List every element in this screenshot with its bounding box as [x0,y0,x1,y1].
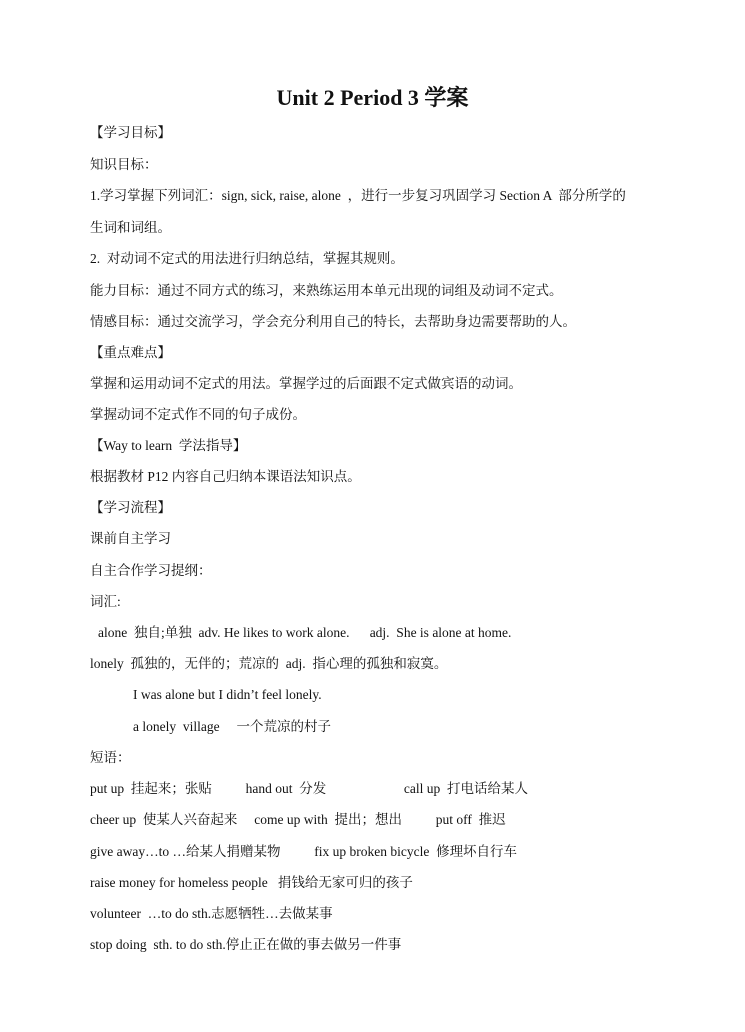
objective-item-1: 1.学习掌握下列词汇：sign, sick, raise, alone ，进行一步复习巩固学习 Section A 部分所学的 [90,188,626,203]
phrases-label: 短语： [90,750,131,765]
document-title: Unit 2 Period 3 学案 [276,85,469,110]
objective-item-1-cont: 生词和词组。 [90,220,171,235]
vocab-alone: alone 独自;单独 adv. He likes to work alone. adj. She is alone at home. [98,625,512,640]
phrase-row-2: cheer up 使某人兴奋起来 come up with 提出；想出 put off 推迟 [90,812,506,827]
vocabulary-label: 词汇: [90,594,121,609]
emotion-objective: 情感目标：通过交流学习，学会充分利用自己的特长，去帮助身边需要帮助的人。 [90,314,576,329]
phrase-row-3: give away…to …给某人捐赠某物 fix up broken bicycle 修理坏自行车 [90,844,518,859]
key-point-2: 掌握动词不定式作不同的句子成份。 [90,407,306,422]
study-outline: 自主合作学习提纲： [90,563,212,578]
phrase-row-1: put up 挂起来；张贴 hand out 分发 call up 打电话给某人 [90,781,528,796]
section-heading-objectives: 【学习目标】 [90,125,171,140]
ability-objective: 能力目标：通过不同方式的练习，来熟练运用本单元出现的词组及动词不定式。 [90,283,563,298]
phrase-row-6: stop doing sth. to do sth.停止正在做的事去做另一件事 [90,937,402,952]
knowledge-objective-label: 知识目标： [90,157,158,172]
pre-class-study: 课前自主学习 [90,531,171,546]
vocab-example-1: I was alone but I didn’t feel lonely. [133,687,322,702]
vocab-lonely: lonely 孤独的，无伴的；荒凉的 adj. 指心理的孤独和寂寞。 [90,656,448,671]
objective-item-2: 2. 对动词不定式的用法进行归纳总结，掌握其规则。 [90,251,404,266]
section-heading-way-to-learn: 【Way to learn 学法指导】 [90,438,247,453]
section-heading-key-points: 【重点难点】 [90,345,171,360]
way-to-learn-text: 根据教材 P12 内容自己归纳本课语法知识点。 [90,469,361,484]
vocab-example-2: a lonely village 一个荒凉的村子 [133,719,331,734]
phrase-row-4: raise money for homeless people 捐钱给无家可归的孩子 [90,875,413,890]
phrase-row-5: volunteer …to do sth.志愿牺牲…去做某事 [90,906,333,921]
section-heading-process: 【学习流程】 [90,500,171,515]
key-point-1: 掌握和运用动词不定式的用法。掌握学过的后面跟不定式做宾语的动词。 [90,376,522,391]
